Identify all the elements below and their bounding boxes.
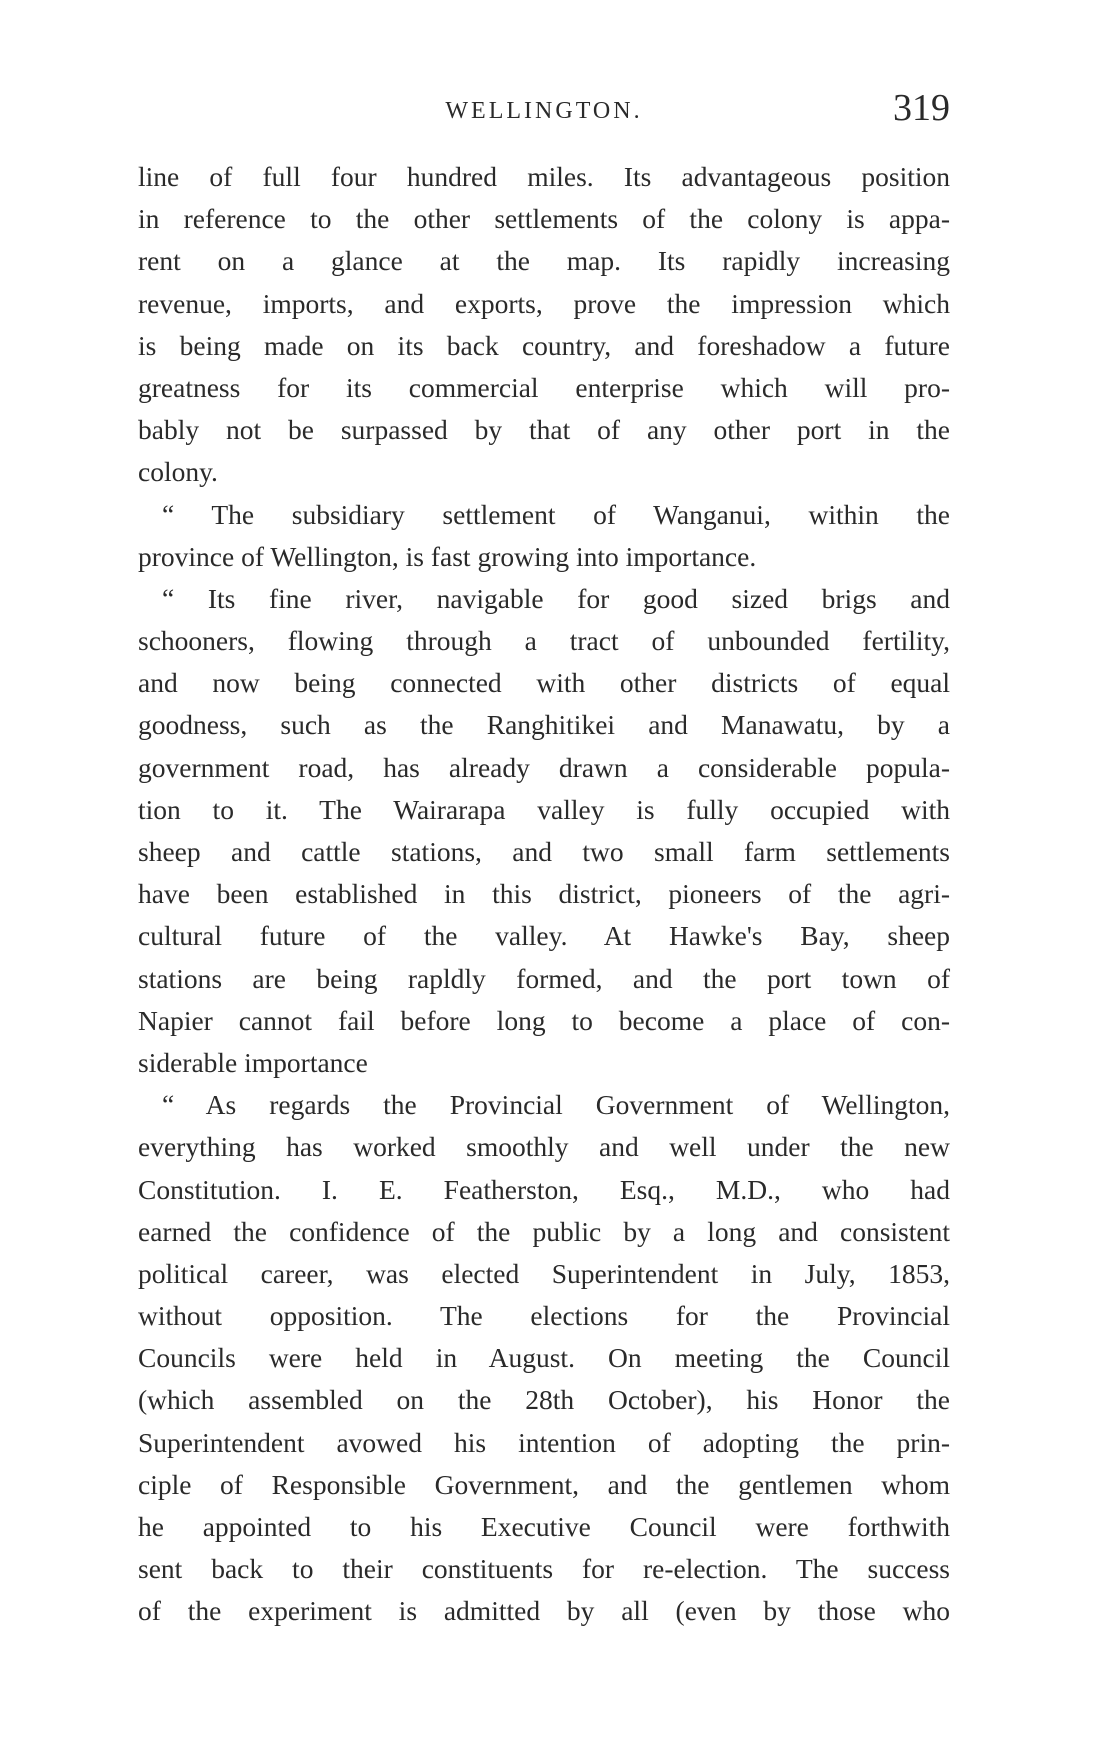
text-line: revenue, imports, and exports, prove the impression which bbox=[138, 287, 950, 319]
text-line: stations are being rapldly formed, and the port town of bbox=[138, 962, 950, 994]
text-line: without opposition. The elections for the Provincial bbox=[138, 1300, 950, 1332]
text-line: he appointed to his Executive Council were forthwith bbox=[138, 1511, 950, 1542]
text-line: schooners, flowing through a tract of unbounded fertility, bbox=[138, 625, 950, 657]
text-line: sent back to their constituents for re-election. The success bbox=[138, 1553, 950, 1585]
text-line: sheep and cattle stations, and two small farm settlements bbox=[138, 836, 950, 867]
text-line: have been established in this district, pioneers of the agri- bbox=[138, 878, 950, 910]
text-line: and now being connected with other districts of equal bbox=[138, 667, 950, 699]
text-line: everything has worked smoothly and well under the new bbox=[138, 1131, 950, 1163]
text-line: province of Wellington, is fast growing into importance. bbox=[138, 540, 757, 572]
text-line: goodness, such as the Ranghitikei and Manawatu, by a bbox=[138, 709, 950, 741]
text-line: political career, was elected Superintendent in July, 1853, bbox=[138, 1257, 950, 1289]
running-title: WELLINGTON. bbox=[445, 98, 643, 124]
text-line: “ Its fine river, navigable for good sized brigs and bbox=[162, 582, 950, 614]
text-line: (which assembled on the 28th October), his Honor the bbox=[138, 1384, 950, 1416]
text-line: Councils were held in August. On meeting the Council bbox=[138, 1342, 950, 1374]
text-line: in reference to the other settlements of the colony is appa- bbox=[138, 203, 950, 235]
text-line: government road, has already drawn a considerable popula- bbox=[138, 751, 950, 783]
text-line: Superintendent avowed his intention of adopting the prin- bbox=[138, 1426, 950, 1458]
text-line: “ The subsidiary settlement of Wanganui, within the bbox=[162, 498, 950, 530]
text-line: earned the confidence of the public by a long and consistent bbox=[138, 1215, 950, 1247]
running-head bbox=[138, 86, 950, 134]
text-line: Constitution. I. E. Featherston, Esq., M.D., who had bbox=[138, 1173, 950, 1205]
text-line: cultural future of the valley. At Hawke's Bay, sheep bbox=[138, 920, 950, 952]
text-line: siderable importance bbox=[138, 1046, 368, 1078]
text-line: tion to it. The Wairarapa valley is fully occupied with bbox=[138, 793, 950, 825]
text-line: line of full four hundred miles. Its advantageous position bbox=[138, 161, 950, 192]
page-number: 319 bbox=[893, 87, 950, 129]
text-line: “ As regards the Provincial Government of Wellington, bbox=[162, 1089, 950, 1121]
text-line: of the experiment is admitted by all (even by those who bbox=[138, 1595, 950, 1627]
text-line: Napier cannot fail before long to become a place of con- bbox=[138, 1004, 950, 1036]
text-line: greatness for its commercial enterprise which will pro- bbox=[138, 371, 950, 403]
text-line: rent on a glance at the map. Its rapidly increasing bbox=[138, 245, 950, 277]
body-text bbox=[138, 156, 950, 1633]
text-line: colony. bbox=[138, 456, 218, 488]
text-line: ciple of Responsible Government, and the gentlemen whom bbox=[138, 1468, 950, 1500]
text-line: bably not be surpassed by that of any other port in the bbox=[138, 414, 950, 446]
text-line: is being made on its back country, and foreshadow a future bbox=[138, 329, 950, 361]
